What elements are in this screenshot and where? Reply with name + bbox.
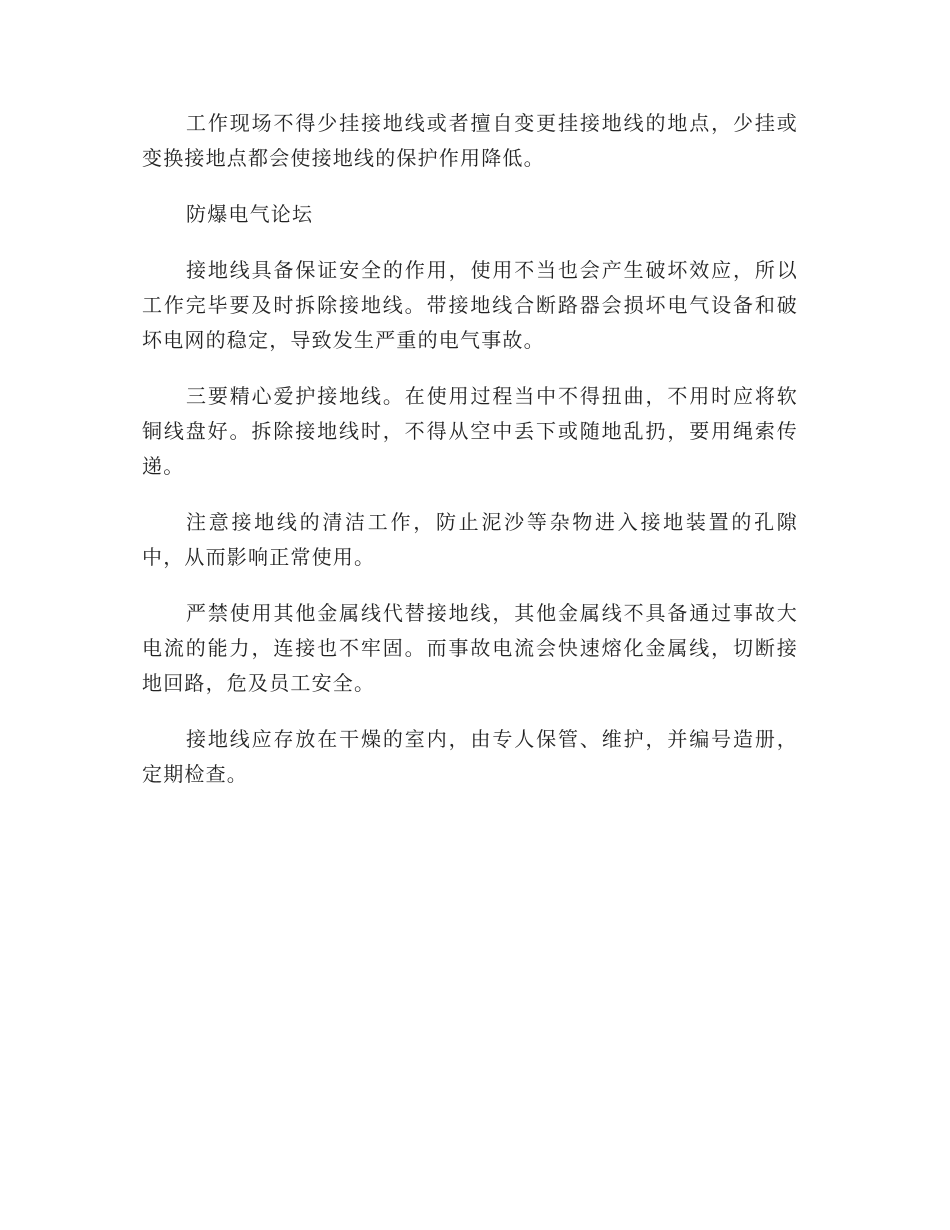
paragraph-cleaning: 注意接地线的清洁工作，防止泥沙等杂物进入接地装置的孔隙中，从而影响正常使用。 bbox=[142, 510, 798, 569]
paragraph-no-substitute-wire: 严禁使用其他金属线代替接地线，其他金属线不具备通过事故大电流的能力，连接也不牢固。而事故电流会快速熔化金属线，切断接地回路，危及员工安全。 bbox=[142, 601, 798, 695]
document-body bbox=[142, 106, 798, 813]
paragraph-timely-removal: 接地线具备保证安全的作用，使用不当也会产生破坏效应，所以工作完毕要及时拆除接地线。带接地线合断路器会损坏电气设备和破坏电网的稳定，导致发生严重的电气事故。 bbox=[142, 258, 798, 352]
paragraph-grounding-wire-placement: 工作现场不得少挂接地线或者擅自变更挂接地线的地点，少挂或变换接地点都会使接地线的保护作用降低。 bbox=[142, 111, 798, 170]
paragraph-care-of-wire: 三要精心爱护接地线。在使用过程当中不得扭曲，不用时应将软铜线盘好。拆除接地线时，不得从空中丢下或随地乱扔，要用绳索传递。 bbox=[142, 384, 798, 478]
paragraph-forum-name: 防爆电气论坛 bbox=[186, 202, 314, 226]
paragraph-storage: 接地线应存放在干燥的室内，由专人保管、维护，并编号造册，定期检查。 bbox=[142, 727, 798, 786]
